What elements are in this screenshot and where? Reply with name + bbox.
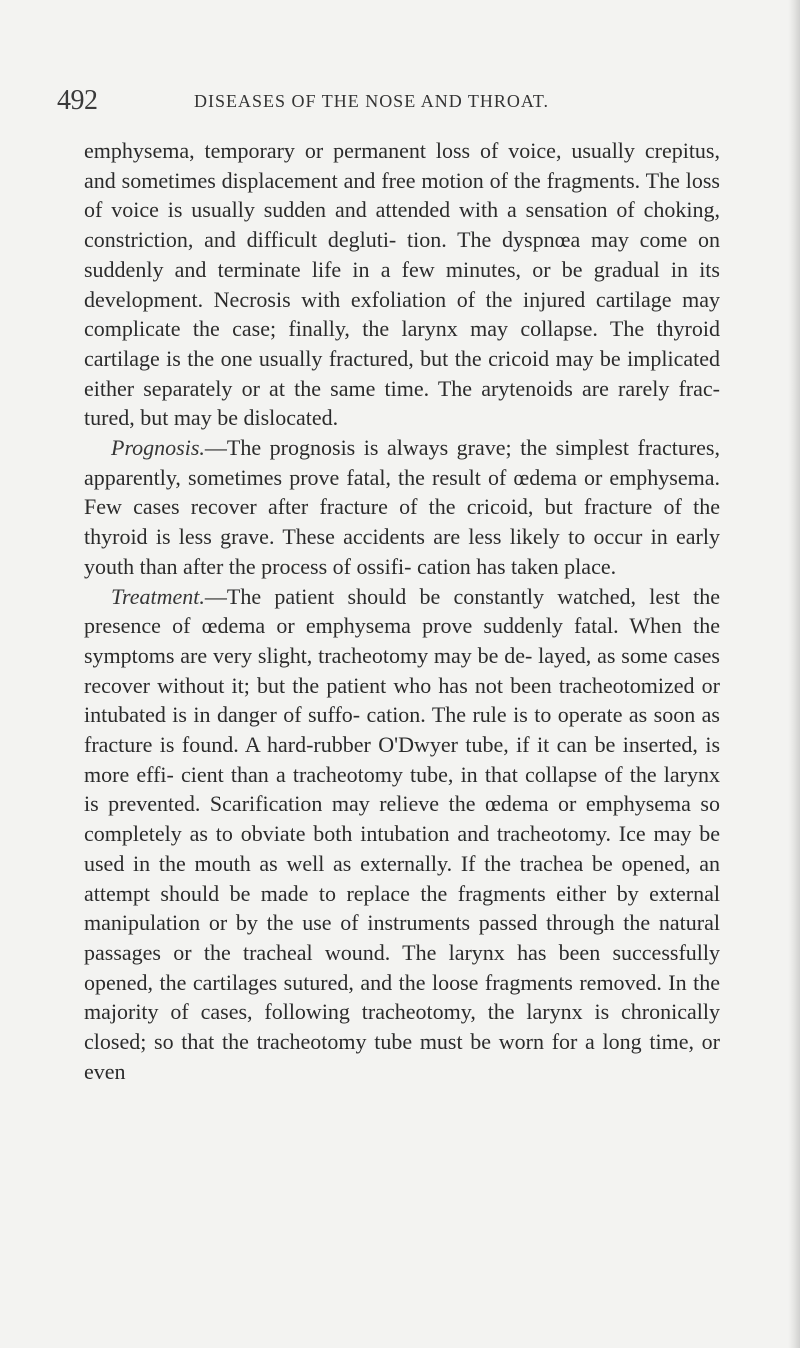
prognosis-heading: Prognosis. [111,435,205,461]
page-number: 492 [57,85,98,116]
paragraph-treatment [84,582,720,1087]
prognosis-text: —The prognosis is always grave; the simplest fractures, apparently, sometimes prove fatal, the result of œdema or emphysema. Few cases recover after fracture of the cricoid, but fracture of the thyroid is less grave. These accidents are less likely to occur in early youth than after the process of ossifi- cation has taken place. [84,435,720,579]
running-title: DISEASES OF THE NOSE AND THROAT. [194,91,550,111]
paragraph-prognosis [84,433,720,582]
paragraph-symptoms: emphysema, temporary or permanent loss of voice, usually crepitus, and sometimes displacement and free motion of the fragments. The loss of voice is usually sudden and attended with a sensation of choking, constriction, and difficult degluti- tion. The dyspnœa may come on suddenly and terminate life in a few minutes, or be gradual in its development. Necrosis with exfoliation of the injured cartilage may complicate the case; finally, the larynx may collapse. The thyroid cartilage is the one usually fractured, but the cricoid may be implicated either separately or at the same time. The arytenoids are rarely frac- tured, but may be dislocated. [84,138,720,431]
body-text [84,136,720,1087]
page-header [57,86,757,116]
page-edge-shadow [788,0,800,1348]
treatment-text: —The patient should be constantly watched, lest the presence of œdema or emphysema prove suddenly fatal. When the symptoms are very slight, tracheotomy may be de- layed, as some cases recover without it; but the patient who has not been tracheotomized or intubated is in danger of suffo- cation. The rule is to operate as soon as fracture is found. A hard-rubber O'Dwyer tube, if it can be inserted, is more effi- cient than a tracheotomy tube, in that collapse of the larynx is prevented. Scarification may relieve the œdema or emphysema so completely as to obviate both intubation and tracheotomy. Ice may be used in the mouth as well as externally. If the trachea be opened, an attempt should be made to replace the fragments either by external manipulation or by the use of instruments passed through the natural passages or the tracheal wound. The larynx has been successfully opened, the cartilages sutured, and the loose fragments removed. In the majority of cases, following tracheotomy, the larynx is chronically closed; so that the tracheotomy tube must be worn for a long time, or even [84,583,720,1084]
treatment-heading: Treatment. [111,583,205,609]
